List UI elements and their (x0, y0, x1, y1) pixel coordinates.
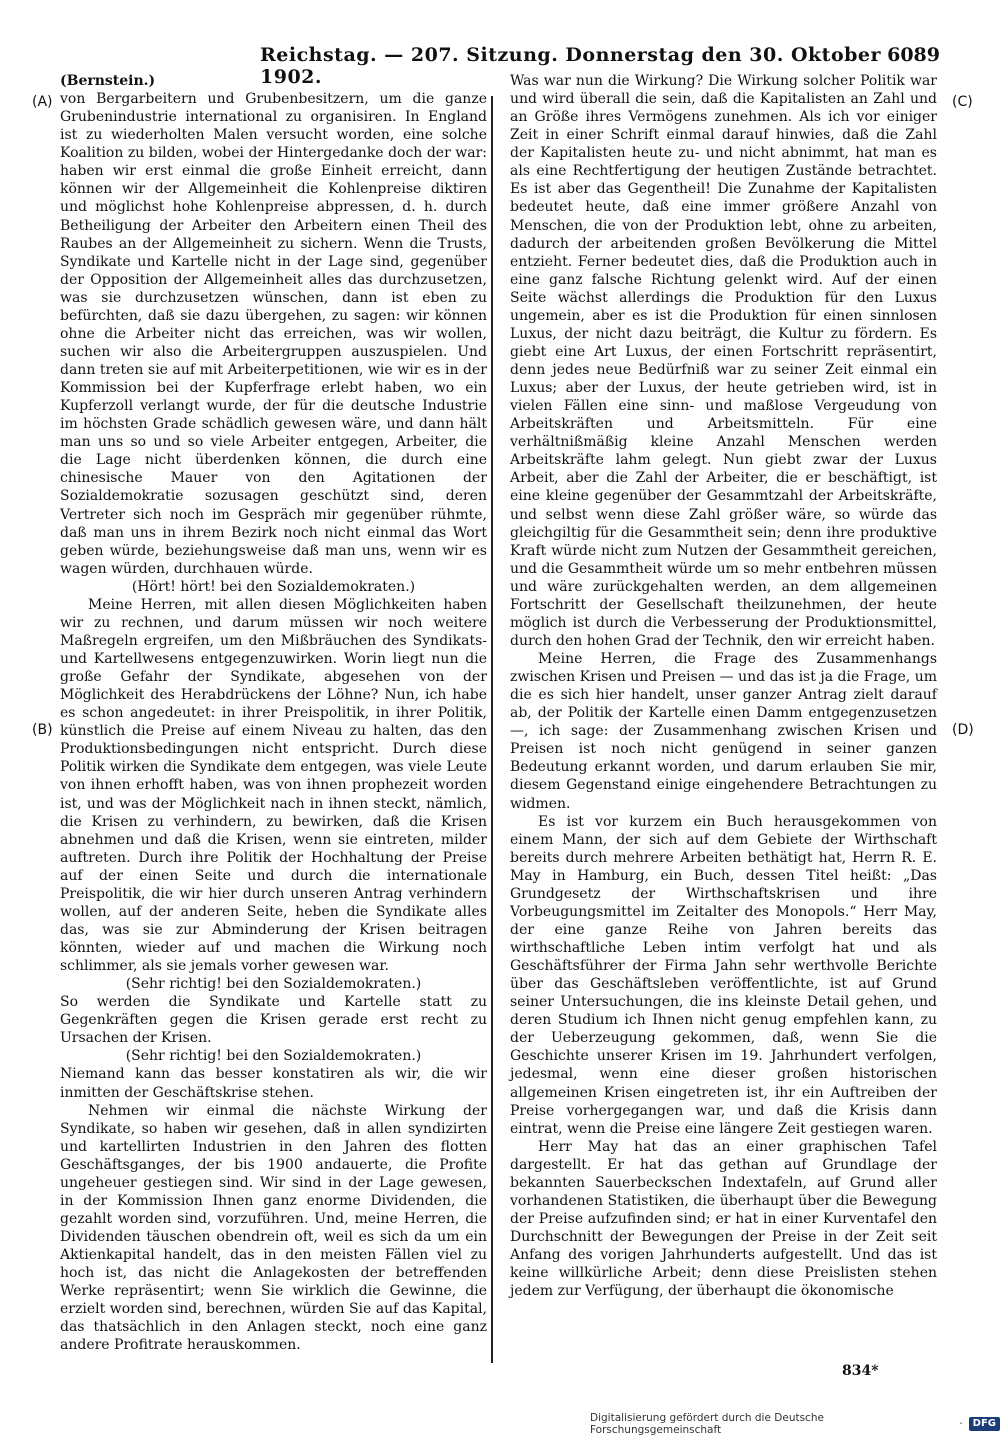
page-title: Reichstag. — 207. Sitzung. Donnerstag den 30. Oktober 1902. (260, 44, 882, 88)
page-number: 6089 (887, 44, 940, 66)
paragraph: von Bergarbeitern und Grubenbesitzern, um die ganze Grubenindustrie international zu organisiren. In England ist zu wiederholten Malen versucht worden, eine solche Koalition zu bilden, wobei der Hintergedanke doch der war: haben wir erst einmal die große Einheit erreicht, dann können wir der Allgemeinheit die Kohlenpreise diktiren und möglichst hohe Kohlenpreise abpressen, d. h. durch Betheiligung der Arbeiter den Arbeitern einen Theil des Raubes an der Allgemeinheit zu sichern. Wenn die Trusts, Syndikate und Kartelle nicht in der Lage sind, gegenüber der Opposition der Allgemeinheit alles das durchzusetzen, was sie durchzusetzen wünschen, dann ist eben zu befürchten, daß sie dazu übergehen, zu sagen: wir können ohne die Arbeiter nicht das erreichen, was wir wollen, suchen wir also die Arbeitergruppen auszuspielen. Und dann treten sie auf mit Arbeiterpetitionen, wie wir es in der Kommission bei der Kupferfrage erlebt haben, wo ein Kupferzoll verlangt wurde, der für die deutsche Industrie im höchsten Grade schädlich gewesen wäre, und dann hält man uns so und so viele Arbeiter entgegen, Arbeiter, die die Lage nicht überdenken können, die durch eine chinesische Mauer von den Agitationen der Sozialdemokratie sozusagen geschützt sind, deren Vertreter sich noch im Gespräch mir gegenüber rühmte, daß man uns in ihrem Bezirk noch nicht einmal das Wort geben würde, beziehungsweise daß man uns, wenn wir es wagen würden, durchhauen würde. (60, 91, 487, 577)
interjection: (Sehr richtig! bei den Sozialdemokraten.) (125, 1048, 422, 1065)
margin-marker-d: (D) (952, 722, 974, 738)
margin-marker-c: (C) (952, 94, 973, 110)
interjection: (Hört! hört! bei den Sozialdemokraten.) (131, 578, 416, 595)
separator-dot: · (959, 1418, 963, 1430)
paragraph: Was war nun die Wirkung? Die Wirkung solcher Politik war und wird überall die sein, daß die Kapitalisten an Zahl und an Größe ihres Vermögens zunehmen. Als ich vor einiger Zeit in einer Schrift einmal darauf hinwies, daß die Zahl der Kapitalisten heute zu- und nicht abnimmt, hat man es als eine Rechtfertigung der heutigen Zustände betrachtet. Es ist aber das Gegentheil! Die Zunahme der Kapitalisten bedeutet heute, daß eine immer größere Anzahl von Menschen, die von der Produktion lebt, ohne zu arbeiten, dadurch der arbeitenden großen Bevölkerung die Mittel entzieht. Ferner bedeutet dies, daß die Produktion auch in eine ganz falsche Richtung gelenkt wird. Auf der einen Seite wächst allerdings die Produktion für den Luxus ungemein, aber es ist die Produktion für einen sinnlosen Luxus, der nicht dazu beiträgt, die Kultur zu fördern. Es giebt eine Art Luxus, der einen Fortschritt repräsentirt, denn jedes neue Bedürfniß war zu seiner Zeit einmal ein Luxus; aber der Luxus, der heute getrieben wird, ist in vielen Fällen eine sinn- und maßlose Vergeudung von Arbeitskräften und Arbeitsmitteln. Für eine verhältnißmäßig kleine Anzahl Menschen werden Arbeitskräfte lahm gelegt. Nun giebt zwar der Luxus Arbeit, aber die Zahl der Arbeiter, die er beschäftigt, ist eine kleine gegenüber der Gesammtzahl der Arbeitskräfte, und selbst wenn diese Zahl größer wäre, so würde das gleichgiltig für die Gesammtheit sein; denn ihre produktive Kraft würde nicht zum Nutzen der Gesammtheit gereichen, und die Gesammtheit würde um so mehr entbehren müssen und wäre zurückgehalten werden, an dem allgemeinen Fortschritt der Gesellschaft theilzunehmen, der heute möglich ist durch die Verbesserung der Produktionsmittel, durch den hohen Grad der Technik, den wir erreicht haben. (510, 73, 937, 649)
paragraph: Niemand kann das besser konstatiren als wir, die wir inmitten der Geschäftskrise stehen. (60, 1066, 487, 1101)
interjection: (Sehr richtig! bei den Sozialdemokraten.) (125, 976, 422, 993)
left-column (60, 72, 487, 1354)
margin-marker-a: (A) (32, 94, 53, 110)
column-divider (491, 96, 493, 1363)
footer-credit (590, 1412, 1000, 1436)
right-column (510, 72, 937, 1300)
paragraph: Meine Herren, die Frage des Zusammenhangs zwischen Krisen und Preisen — und das ist ja die Frage, um die es sich hier handelt, unser ganzer Antrag zielt darauf ab, der Politik der Kartelle einen Damm entgegenzusetzen —, ich sage: der Zusammenhang zwischen Krisen und Preisen ist noch nicht genügend in seiner ganzen Bedeutung erkannt worden, und darum erlauben Sie mir, diesem Gegenstand einige eingehendere Betrachtungen zu widmen. (510, 651, 937, 812)
paragraph: Meine Herren, mit allen diesen Möglichkeiten haben wir zu rechnen, und darum müssen wir noch weitere Maßregeln ergreifen, um den Mißbräuchen des Syndikats- und Kartellwesens entgegenzuwirken. Worin liegt nun die große Gefahr der Syndikate, abgesehen von der Möglichkeit des Herabdrückens der Löhne? Nun, ich habe es schon angedeutet: in ihrer Preispolitik, in ihrer Politik, künstlich die Preise auf einem Niveau zu halten, das den Produktionsbedingungen nicht entspricht. Durch diese Politik wirken die Syndikate dem entgegen, was viele Leute von ihnen erhofft haben, was von ihnen prophezeit worden ist, und was der Möglichkeit nach in ihnen steckt, nämlich, die Krisen zu verhindern, zu bewirken, daß die Krisen abnehmen und daß die Krisen, wenn sie eintreten, milder auftreten. Durch ihre Politik der Hochhaltung der Preise auf der einen Seite und durch die internationale Preispolitik, die wir hier durch unseren Antrag verhindern wollen, auf der anderen Seite, heben die Syndikate alles das, was sie zur Abminderung der Krisen beitragen könnten, wieder auf und machen die Wirkung noch schlimmer, als sie jemals vorher gewesen war. (60, 596, 487, 975)
paragraph: Herr May hat das an einer graphischen Tafel dargestellt. Er hat das gethan auf Grundlage der bekannten Sauerbeckschen Indextafeln, auf Grund aller vorhandenen Statistiken, die überhaupt über die Bewegung der Preise aufzufinden sind; er hat in einer Kurventafel den Durchschnitt der Bewegungen der Preise in der Zeit seit Anfang des vorigen Jahrhunderts aufgestellt. Und das ist keine willkürliche Arbeit; denn diese Preislisten stehen jedem zur Verfügung, der überhaupt die ökonomische (510, 1138, 937, 1300)
paragraph: Nehmen wir einmal die nächste Wirkung der Syndikate, so haben wir gesehen, daß in allen syndizirten und kartellirten Industrien in den Jahren des flotten Geschäftsganges, der bis 1900 andauerte, die Profite ungeheuer gestiegen sind. Wir sind in der Lage gewesen, in der Kommission Ihnen ganz enorme Dividenden, die gezahlt worden sind, vorzuführen. Und, meine Herren, die Dividenden täuschen obendrein oft, weil es sich da um ein Aktienkapital handelt, das in den meisten Fällen viel zu hoch ist, das nicht die Anlagekosten der betreffenden Werke repräsentirt; wenn Sie wirklich die Gewinne, die erzielt worden sind, berechnen, würden Sie auf das Kapital, das thatsächlich in den Anlagen steckt, noch eine ganz andere Profitrate herauskommen. (60, 1102, 487, 1354)
speaker-name: (Bernstein.) (60, 73, 156, 89)
signature-mark: 834* (842, 1363, 879, 1379)
paragraph: So werden die Syndikate und Kartelle statt zu Gegenkräften gegen die Krisen gerade erst recht zu Ursachen der Krisen. (60, 994, 487, 1047)
dfg-logo: DFG (969, 1417, 1000, 1431)
footer-credit-text: Digitalisierung gefördert durch die Deutsche Forschungsgemeinschaft (590, 1412, 824, 1436)
margin-marker-b: (B) (32, 722, 53, 738)
paragraph: Es ist vor kurzem ein Buch herausgekommen von einem Mann, der sich auf dem Gebiete der Wirthschaft bereits durch mehrere Arbeiten bethätigt hat, Herrn R. E. May in Hamburg, ein Buch, dessen Titel heißt: „Das Grundgesetz der Wirthschaftskrisen und ihre Vorbeugungsmittel im Zeitalter des Monopols.“ Herr May, der eine ganze Reihe von Jahren bereits das wirthschaftliche Leben intim verfolgt hat und als Geschäftsführer der Firma Jahn sehr werthvolle Berichte über das Geschäftsleben veröffentlichte, ist auf Grund seiner Untersuchungen, die ins kleinste Detail gehen, und deren Studium ich Ihnen nicht genug empfehlen kann, zu der Ueberzeugung gekommen, daß, wenn Sie die Geschichte unserer Krisen im 19. Jahrhundert verfolgen, jedesmal, wenn eine dieser großen historischen allgemeinen Krisen eingetreten ist, ihr ein Auftreiben der Preise vorhergegangen war, und daß die Krisis dann eintrat, wenn die Preise eine längere Zeit gestiegen waren. (510, 813, 937, 1137)
